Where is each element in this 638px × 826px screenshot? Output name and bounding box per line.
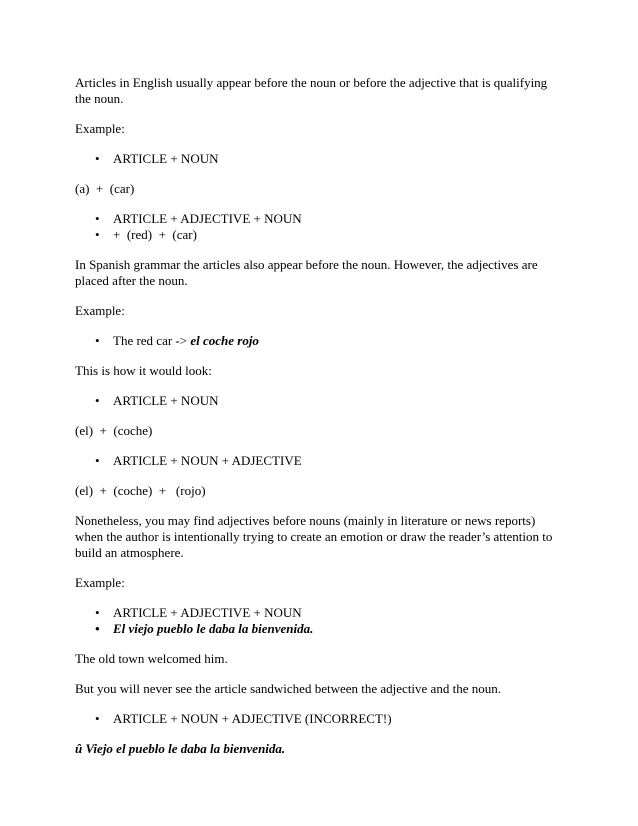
formula-line: (a) + (car) — [75, 181, 135, 196]
list-item: • ARTICLE + ADJECTIVE + NOUN — [113, 211, 563, 227]
never-paragraph: But you will never see the article sandwiched between the adjective and the noun. — [75, 681, 501, 696]
translation-paragraph: The old town welcomed him. — [75, 651, 228, 666]
list-item: • ARTICLE + ADJECTIVE + NOUN — [113, 605, 563, 621]
list-item: • ARTICLE + NOUN — [113, 151, 563, 167]
list-item: • + (red) + (car) — [113, 227, 563, 243]
bullet-list — [75, 453, 563, 469]
example-label: Example: — [75, 121, 125, 136]
formula-line: (el) + (coche) + (rojo) — [75, 483, 206, 498]
list-item: • ARTICLE + NOUN — [113, 393, 563, 409]
list-item: • ARTICLE + NOUN + ADJECTIVE — [113, 453, 563, 469]
how-it-looks-paragraph: This is how it would look: — [75, 363, 212, 378]
spanish-phrase: el coche rojo — [190, 333, 259, 348]
list-item: • ARTICLE + NOUN + ADJECTIVE (INCORRECT!) — [113, 711, 563, 727]
list-item: • El viejo pueblo le daba la bienvenida. — [113, 621, 563, 637]
example-label: Example: — [75, 303, 125, 318]
intro-paragraph: Articles in English usually appear before the noun or before the adjective that is qualifying the noun. — [75, 75, 548, 106]
bullet-list — [75, 605, 563, 637]
example-label: Example: — [75, 575, 125, 590]
bullet-list — [75, 393, 563, 409]
spanish-paragraph: In Spanish grammar the articles also appear before the noun. However, the adjectives are placed after the noun. — [75, 257, 538, 288]
bullet-list — [75, 711, 563, 727]
incorrect-example: û Viejo el pueblo le daba la bienvenida. — [75, 741, 286, 756]
bullet-list — [75, 211, 563, 243]
nonetheless-paragraph: Nonetheless, you may find adjectives before nouns (mainly in literature or news reports) when the author is intentionally trying to create an emotion or draw the reader’s attention to build an atmosphere. — [75, 513, 553, 560]
formula-line: (el) + (coche) — [75, 423, 153, 438]
list-item-text: The red car -> — [113, 333, 191, 348]
list-item — [113, 333, 563, 349]
document-page — [75, 75, 563, 771]
bullet-list — [75, 333, 563, 349]
bullet-list — [75, 151, 563, 167]
